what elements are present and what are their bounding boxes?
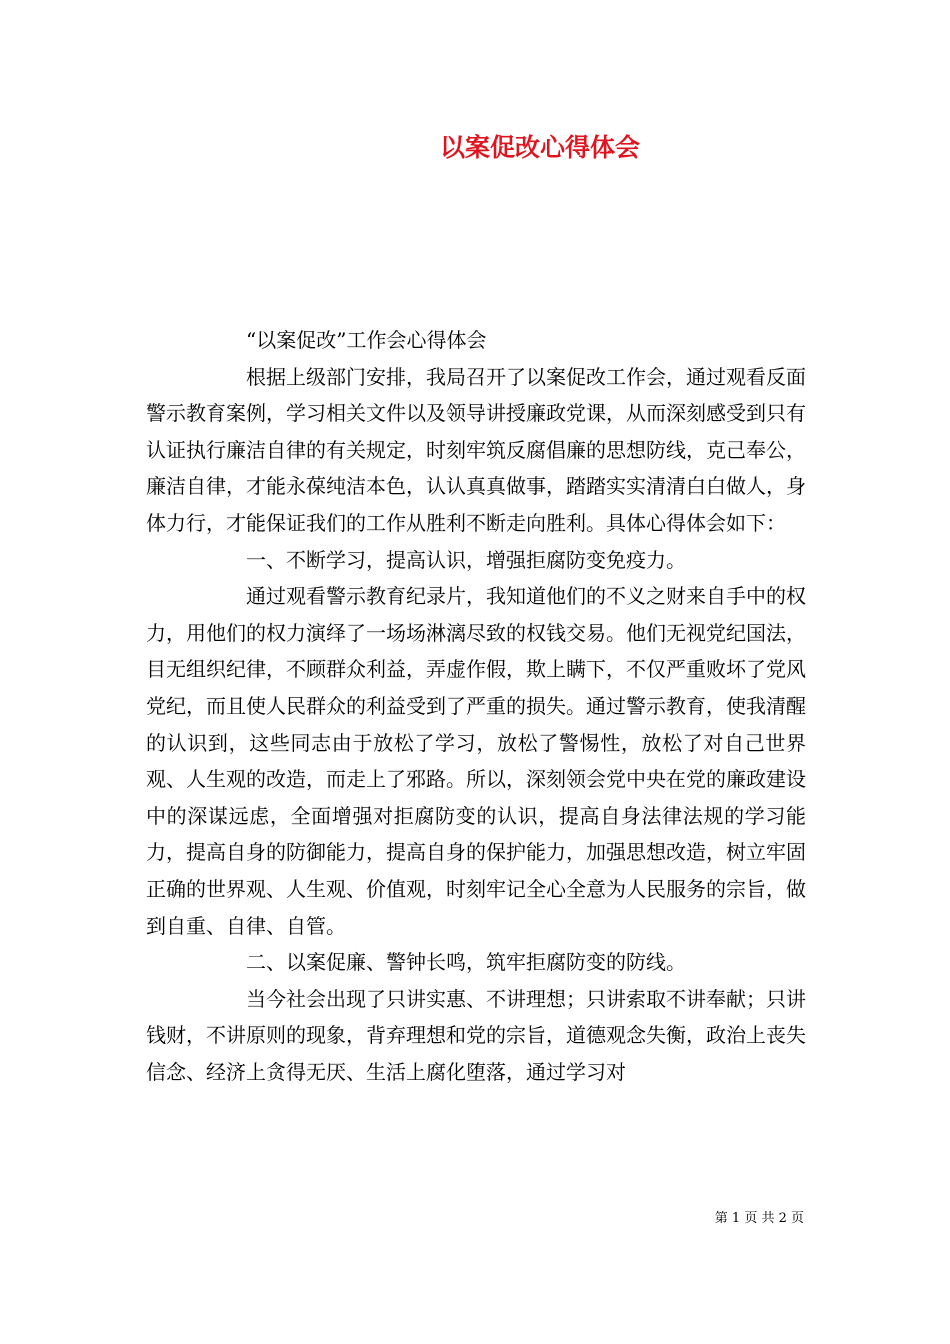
document-subtitle: “以案促改”工作会心得体会 xyxy=(246,328,487,352)
section-heading-1: 一、不断学习，提高认识，增强拒腐防变免疫力。 xyxy=(246,547,686,572)
paragraph-section-1: 通过观看警示教育纪录片，我知道他们的不义之财来自手中的权力，用他们的权力演绎了一场场淋漓尽致的权钱交易。他们无视党纪国法，目无组织纪律，不顾群众利益，弄虚作假，欺上瞒下，不仅严重败坏了党风党纪，而且使人民群众的利益受到了严重的损失。通过警示教育，使我清醒的认识到，这些同志由于放松了学习，放松了警惕性，放松了对自己世界观、人生观的改造，而走上了邪路。所以，深刻领会党中央在党的廉政建设中的深谋远虑，全面增强对拒腐防变的认识，提高自身法律法规的学习能力，提高自身的防御能力，提高自身的保护能力，加强思想改造，树立牢固正确的世界观、人生观、价值观，时刻牢记全心全意为人民服务的宗旨，做到自重、自律、自管。 xyxy=(146,584,806,938)
document-body xyxy=(146,322,806,1090)
page-indicator: 第 1 页 共 2 页 xyxy=(714,1211,804,1226)
document-title: 以案促改心得体会 xyxy=(439,133,640,162)
paragraph-intro: 根据上级部门安排，我局召开了以案促改工作会，通过观看反面警示教育案例，学习相关文件以及领导讲授廉政党课，从而深刻感受到只有认证执行廉洁自律的有关规定，时刻牢筑反腐倡廉的思想防线，克己奉公，廉洁自律，才能永葆纯洁本色，认认真真做事，踏踏实实清清白白做人，身体力行，才能保证我们的工作从胜利不断走向胜利。具体心得体会如下： xyxy=(146,364,806,535)
paragraph-section-2: 当今社会出现了只讲实惠、不讲理想；只讲索取不讲奉献；只讲钱财，不讲原则的现象，背弃理想和党的宗旨，道德观念失衡，政治上丧失信念、经济上贪得无厌、生活上腐化堕落，通过学习对 xyxy=(146,986,806,1084)
section-heading-2: 二、以案促廉、警钟长鸣，筑牢拒腐防变的防线。 xyxy=(246,950,686,975)
